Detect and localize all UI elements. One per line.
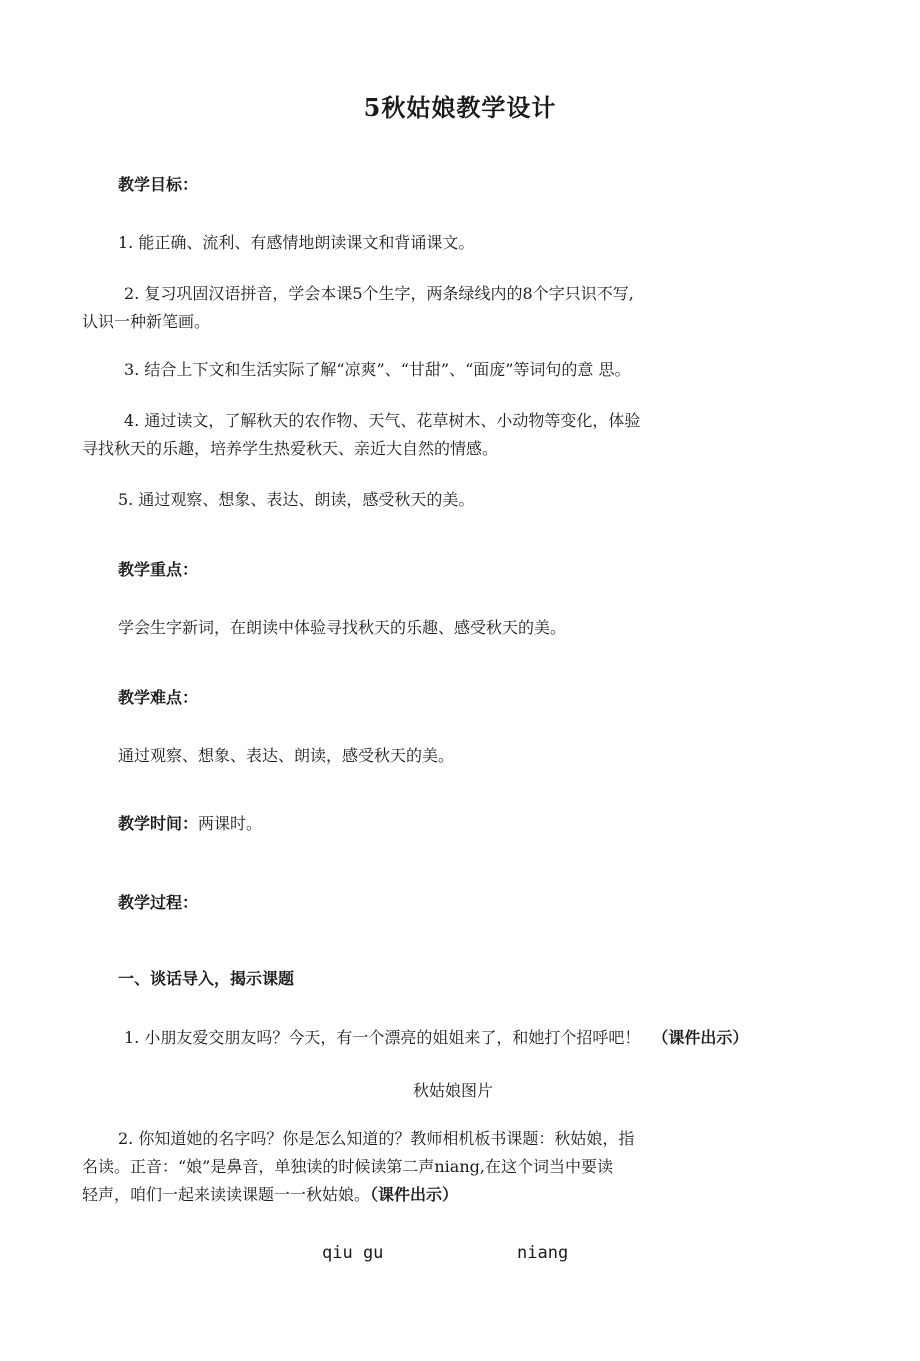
step2-line3: 轻声，咱们一起来读读课题一一秋姑娘。 [82,1185,371,1204]
goal-item-2-line1: 2. 复习巩固汉语拼音，学会本课5个生字，两条绿线内的8个字只识不写, [124,284,634,303]
step2-line3-paragraph [82,1180,458,1210]
pinyin-niang: niang [517,1243,569,1263]
step2-line1: 2. 你知道她的名字吗？你是怎么知道的？教师相机板书课题：秋姑娘，指 [118,1129,635,1148]
goal-item-1: 1. 能正确、流利、有感情地朗读课文和背诵课文。 [118,233,475,252]
goal-item-5: 5. 通过观察、想象、表达、朗读，感受秋天的美。 [118,490,475,509]
step2-line2: 名读。正音：“娘”是鼻音，单独读的时候读第二声niang,在这个词当中要读 [82,1157,613,1176]
step2-courseware-note: （课件出示） [370,1185,459,1204]
step1-courseware-note: （课件出示） [652,1028,749,1047]
image-caption: 秋姑娘图片 [412,1081,493,1100]
goal-item-4-line1: 4. 通过读文，了解秋天的农作物、天气、花草树木、小动物等变化，体验 [124,411,641,430]
teaching-time [118,809,262,839]
teaching-time-label: 教学时间： [118,814,199,833]
section1-heading: 一、谈话导入，揭示课题 [118,969,295,988]
process-heading: 教学过程： [118,893,199,912]
difficulties-text: 通过观察、想象、表达、朗读，感受秋天的美。 [118,746,455,765]
step1-paragraph [124,1023,748,1053]
key-points-text: 学会生字新词，在朗读中体验寻找秋天的乐趣、感受秋天的美。 [118,618,567,637]
goal-item-3: 3. 结合上下文和生活实际了解“凉爽”、“甘甜”、“面庞”等词句的意 思。 [124,360,631,379]
teaching-time-value: 两课时。 [198,814,263,833]
goal-item-4-line2: 寻找秋天的乐趣，培养学生热爱秋天、亲近大自然的情感。 [82,439,499,458]
page-title: 5秋姑娘教学设计 [363,93,557,122]
goal-item-2-line2: 认识一种新笔画。 [82,312,211,331]
goals-heading: 教学目标： [118,175,199,194]
step1-text: 1. 小朋友爱交朋友吗？今天，有一个漂亮的姐姐来了，和她打个招呼吧！ [124,1028,641,1047]
key-points-heading: 教学重点： [118,560,199,579]
pinyin-qiu-gu: qiu gu [322,1243,384,1263]
difficulties-heading: 教学难点： [118,688,199,707]
